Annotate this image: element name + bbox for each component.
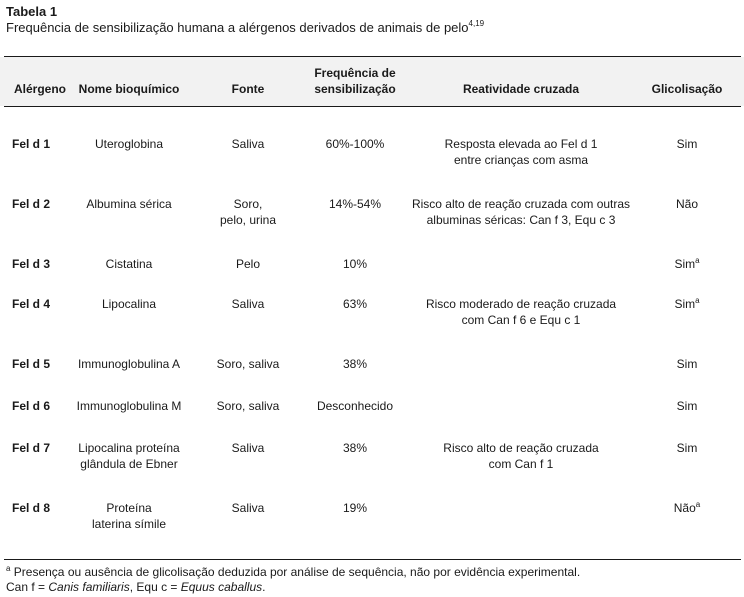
cell-allergen [12,398,72,414]
header-frequency-line2: sensibilização [314,82,396,96]
cell-biochemical-name [70,440,188,472]
cell-allergen-line: Fel d 7 [12,441,51,455]
cell-allergen-line: Fel d 1 [12,137,51,151]
cell-frequency-line: Desconhecido [316,399,394,413]
cell-biochemical-name-line: Cistatina [105,257,153,271]
cell-glycosylation [640,296,734,312]
cell-cross-reactivity-line: Risco moderado de reação cruzada [425,297,617,311]
cell-frequency-line: 38% [342,357,368,371]
table-caption [6,20,484,35]
glycosylation-value: Sim [676,137,698,151]
cell-biochemical-name [70,500,188,532]
cell-cross-reactivity-line: Risco alto de reação cruzada com outras [411,197,631,211]
cell-frequency [302,440,408,456]
cell-source-line: Saliva [231,137,265,151]
cell-cross-reactivity [400,136,642,168]
cell-frequency [302,398,408,414]
cell-glycosylation [640,136,734,152]
cell-frequency [302,196,408,212]
cell-biochemical-name-line: Uteroglobina [94,137,164,151]
cell-biochemical-name-line: glândula de Ebner [80,457,178,471]
cell-cross-reactivity-line: Risco alto de reação cruzada [443,441,599,455]
cell-cross-reactivity-line: albuminas séricas: Can f 3, Equ c 3 [426,213,616,227]
cell-biochemical-name-line: Albumina sérica [86,197,172,211]
cell-allergen [12,296,72,312]
header-biochemical-name: Nome bioquímico [78,82,180,96]
cell-frequency-line: 19% [342,501,368,515]
cell-biochemical-name [70,256,188,272]
table-bottom-rule [4,559,741,560]
header-source: Fonte [231,82,265,96]
cell-cross-reactivity [400,440,642,472]
cell-allergen [12,136,72,152]
cell-biochemical-name-line: Lipocalina [101,297,157,311]
cell-biochemical-name-line: Immunoglobulina M [76,399,182,413]
cell-frequency-line: 38% [342,441,368,455]
abbr-end: . [262,580,266,594]
glycosylation-footnote-marker: a [695,500,701,509]
table-heading [6,4,484,35]
cell-allergen [12,256,72,272]
glycosylation-value: Não [673,501,696,515]
cell-source-line: Pelo [235,257,261,271]
abbr-equ-c: , Equ c = [129,580,181,594]
cell-frequency-line: 10% [342,257,368,271]
cell-cross-reactivity-line: entre crianças com asma [453,153,589,167]
cell-glycosylation [640,356,734,372]
cell-cross-reactivity [400,296,642,328]
cell-source [198,136,298,152]
cell-frequency [302,296,408,312]
glycosylation-value: Sim [676,399,698,413]
cell-allergen-line: Fel d 8 [12,501,51,515]
glycosylation-footnote-marker: a [695,296,700,305]
cell-cross-reactivity-line: com Can f 1 [488,457,554,471]
glycosylation-value: Sim [676,441,698,455]
species-equus: Equus caballus [180,580,263,594]
table-header-rule [4,106,741,107]
cell-frequency-line: 60%-100% [325,137,385,151]
cell-biochemical-name [70,136,188,152]
caption-text: Frequência de sensibilização humana a alérgenos derivados de animais de pelo [6,20,469,35]
footnote-abbreviations [6,580,580,595]
cell-biochemical-name-line: Proteína [106,501,152,515]
cell-allergen-line: Fel d 4 [12,297,51,311]
cell-allergen [12,196,72,212]
cell-frequency [302,356,408,372]
cell-frequency-line: 63% [342,297,368,311]
header-frequency [296,65,414,97]
caption-references: 4,19 [468,19,485,28]
cell-source [198,440,298,456]
cell-allergen-line: Fel d 5 [12,357,51,371]
cell-biochemical-name [70,296,188,312]
glycosylation-value: Sim [674,297,696,311]
cell-source [198,500,298,516]
cell-biochemical-name-line: Immunoglobulina A [77,357,181,371]
cell-glycosylation [640,440,734,456]
glycosylation-value: Sim [676,357,698,371]
cell-source-line: Soro, saliva [216,399,280,413]
cell-cross-reactivity-line: Resposta elevada ao Fel d 1 [444,137,598,151]
cell-source-line: Soro, [233,197,263,211]
cell-source [198,196,298,228]
cell-allergen [12,440,72,456]
header-frequency-line1: Frequência de [314,66,396,80]
glycosylation-footnote-marker: a [695,256,700,265]
cell-biochemical-name [70,398,188,414]
footnote-a-marker: a [6,564,11,573]
cell-source [198,256,298,272]
cell-allergen [12,356,72,372]
footnote-a-text: Presença ou ausência de glicolisação deduzida por análise de sequência, não por evidência experimental. [10,565,581,579]
table-footnotes [6,565,580,595]
cell-glycosylation [640,256,734,272]
header-glycosylation: Glicolisação [651,82,723,96]
cell-source-line: pelo, urina [219,213,277,227]
cell-source-line: Saliva [231,501,265,515]
cell-allergen-line: Fel d 2 [12,197,51,211]
abbr-can-f: Can f = [6,580,49,594]
table-top-rule [4,56,741,57]
species-canis: Canis familiaris [48,580,130,594]
cell-frequency [302,136,408,152]
cell-source [198,398,298,414]
cell-biochemical-name [70,196,188,212]
cell-glycosylation [640,398,734,414]
cell-glycosylation [640,500,734,516]
cell-allergen [12,500,72,516]
cell-frequency [302,500,408,516]
cell-source [198,356,298,372]
table-header-row [0,57,744,106]
cell-source-line: Saliva [231,441,265,455]
cell-source [198,296,298,312]
cell-cross-reactivity [400,196,642,228]
cell-source-line: Soro, saliva [216,357,280,371]
footnote-a [6,565,580,580]
cell-frequency-line: 14%-54% [328,197,382,211]
glycosylation-value: Não [675,197,698,211]
header-allergen: Alérgeno [13,82,66,96]
cell-source-line: Saliva [231,297,265,311]
cell-biochemical-name-line: Lipocalina proteína [78,441,180,455]
cell-biochemical-name [70,356,188,372]
cell-biochemical-name-line: laterina símile [91,517,167,531]
cell-allergen-line: Fel d 3 [12,257,51,271]
glycosylation-value: Sim [674,257,696,271]
cell-cross-reactivity-line: com Can f 6 e Equ c 1 [461,313,581,327]
header-cross-reactivity: Reatividade cruzada [462,82,580,96]
cell-glycosylation [640,196,734,212]
table-title: Tabela 1 [6,4,58,19]
cell-allergen-line: Fel d 6 [12,399,51,413]
cell-frequency [302,256,408,272]
